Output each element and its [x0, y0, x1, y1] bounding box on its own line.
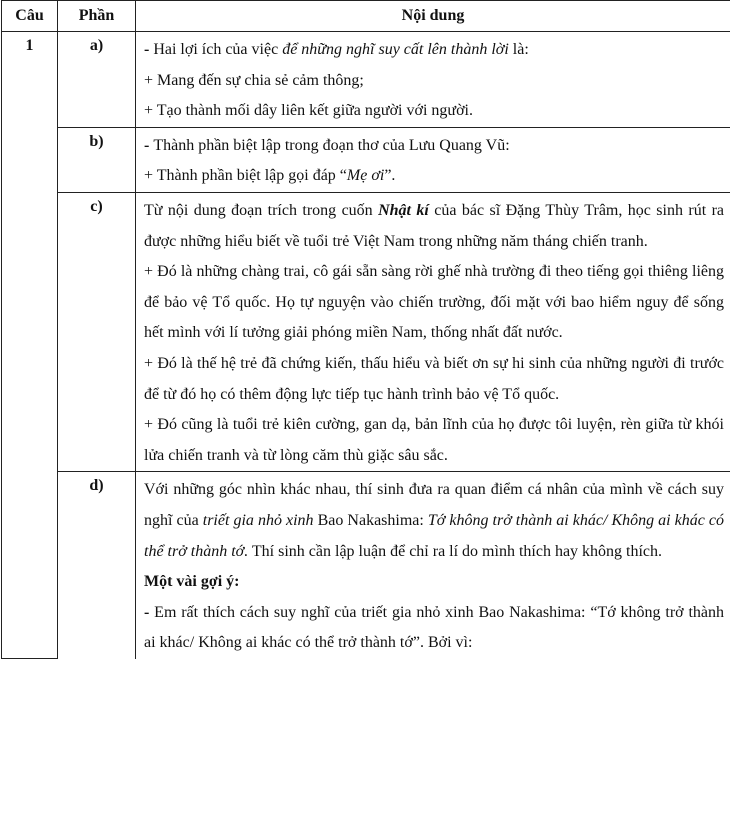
row-d — [2, 472, 730, 659]
part-c-content — [136, 192, 730, 471]
part-d-content — [136, 472, 730, 659]
part-d-suggestions-heading: Một vài gợi ý: — [144, 573, 240, 591]
part-b-line-2: + Thành phần biệt lập gọi đáp “Mẹ ơi”. — [144, 167, 396, 185]
header-noidung: Nội dung — [136, 1, 730, 32]
part-a-line-1: - Hai lợi ích của việc để những nghĩ suy cất lên thành lời là: — [144, 41, 529, 58]
header-phan: Phần — [58, 1, 136, 32]
dash-bullet: - — [144, 41, 154, 58]
header-cau: Câu — [2, 1, 58, 32]
part-d-para-1: Với những góc nhìn khác nhau, thí sinh đưa ra quan điểm cá nhân của mình về cách suy nghĩ của triết gia nhỏ xinh Bao Nakashima: Tớ không trở thành ai khác/ Không ai khác có thể trở thành tớ. Thí sinh cần lập luận để chỉ ra lí do mình thích hay không thích. — [144, 481, 725, 560]
part-c-para-2: + Đó là những chàng trai, cô gái sẵn sàng rời ghế nhà trường đi theo tiếng gọi thiêng liêng để bảo vệ Tổ quốc. Họ tự nguyện vào chiến trường, đối mặt với bao hiểm nguy để sống hết mình với lí tưởng giải phóng miền Nam, thống nhất đất nước. — [144, 263, 724, 342]
row-c — [2, 192, 730, 471]
part-c-para-3: + Đó là thế hệ trẻ đã chứng kiến, thấu hiểu và biết ơn sự hi sinh của những người đi trước để từ đó họ có thêm động lực tiếp tục hành trình bảo vệ Tổ quốc. — [144, 354, 724, 403]
answer-table — [1, 0, 730, 659]
part-b-line-1: - Thành phần biệt lập trong đoạn thơ của Lưu Quang Vũ: — [144, 136, 510, 154]
part-a-line-3: + Tạo thành mối dây liên kết giữa người với người. — [144, 102, 473, 120]
part-c-label: c) — [58, 192, 136, 471]
part-a-content — [136, 32, 730, 128]
question-number: 1 — [2, 32, 58, 659]
part-a-line-2: + Mang đến sự chia sẻ cảm thông; — [144, 71, 364, 89]
part-a-label: a) — [58, 32, 136, 128]
header-row — [2, 1, 730, 32]
dash-bullet: - — [144, 603, 155, 621]
part-d-para-3: - Em rất thích cách suy nghĩ của triết gia nhỏ xinh Bao Nakashima: “Tớ không trở thành ai khác/ Không ai khác có thể trở thành tớ”. Bởi vì: — [144, 603, 724, 652]
part-b-label: b) — [58, 127, 136, 192]
part-d-label: d) — [58, 472, 136, 659]
row-b — [2, 127, 730, 192]
part-b-content — [136, 127, 730, 192]
part-c-para-4: + Đó cũng là tuổi trẻ kiên cường, gan dạ, bản lĩnh của họ được tôi luyện, rèn giữa từ khói lửa chiến tranh và từ lòng căm thù giặc sâu sắc. — [144, 416, 724, 464]
row-a — [2, 32, 730, 128]
part-c-para-1: Từ nội dung đoạn trích trong cuốn Nhật kí của bác sĩ Đặng Thùy Trâm, học sinh rút ra được những hiểu biết về tuổi trẻ Việt Nam trong những năm tháng chiến tranh. — [144, 201, 725, 250]
dash-bullet: - — [144, 136, 154, 154]
